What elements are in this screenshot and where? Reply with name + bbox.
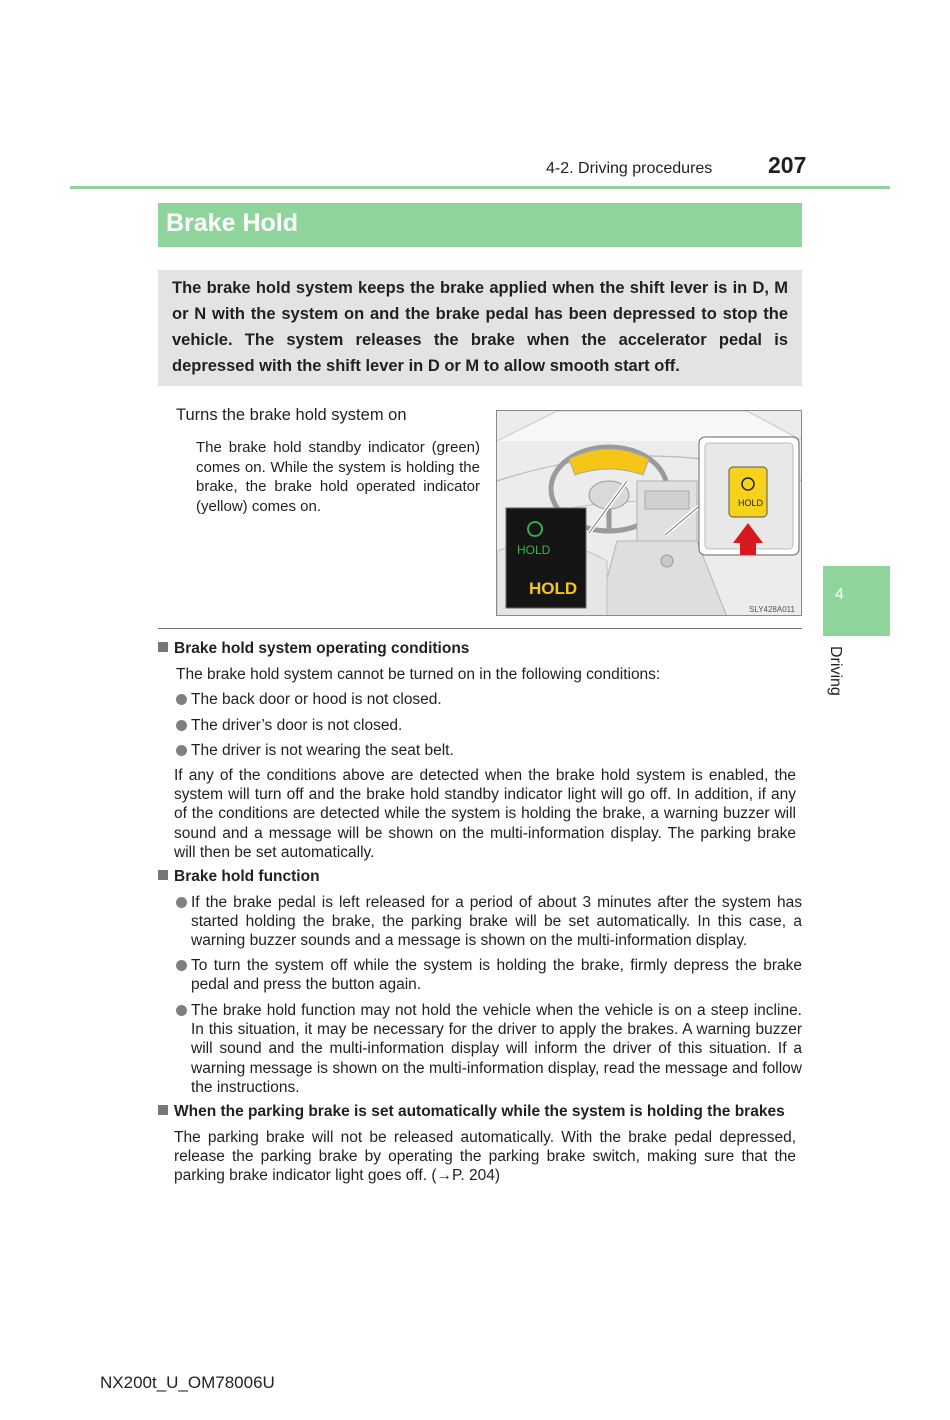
conditions-note: If any of the conditions above are detected when the brake hold system is enabled, the system will turn off and the brake hold standby indicator light will go off. In addition, if any of the conditions are detected while the system is holding the brake, a warning buzzer will sound and a message will be shown on the multi-information display. The parking brake will then be set automatically. xyxy=(174,767,796,861)
document-code: NX200t_U_OM78006U xyxy=(100,1373,275,1392)
conditions-heading: Brake hold system operating conditions xyxy=(158,640,469,658)
list-item: To turn the system off while the system is holding the brake, firmly depress the brake pedal and press the button again. xyxy=(191,956,802,994)
square-bullet-icon xyxy=(158,870,168,880)
chapter-number: 4 xyxy=(835,586,844,603)
figure-code: SLY428A011 xyxy=(749,605,795,614)
brake-hold-illustration xyxy=(496,410,802,616)
page-title-bar xyxy=(158,203,802,247)
list-item: The driver’s door is not closed. xyxy=(191,716,802,735)
intro-box xyxy=(158,270,802,386)
square-bullet-icon xyxy=(158,1105,168,1115)
header-divider xyxy=(70,186,890,189)
square-bullet-icon xyxy=(158,642,168,652)
round-bullet-icon xyxy=(176,960,187,971)
section-divider xyxy=(158,628,802,629)
list-item: The brake hold function may not hold the vehicle when the vehicle is on a steep incline. In this situation, it may be necessary for the driver to apply the brakes. A warning buzzer will sound and the multi-information display will inform the driver of this situation. If a warning message is shown on the multi-information display, read the message and follow the instructions. xyxy=(191,1001,802,1097)
list-item: The driver is not wearing the seat belt. xyxy=(191,741,802,760)
round-bullet-icon xyxy=(176,745,187,756)
round-bullet-icon xyxy=(176,720,187,731)
indicator-green-label: HOLD xyxy=(517,543,551,557)
page-number: 207 xyxy=(768,152,807,178)
item-description: The brake hold standby indicator (green) comes on. While the system is holding the brake, the brake hold operated indicator (yellow) comes on. xyxy=(196,439,480,515)
function-heading: Brake hold function xyxy=(158,868,320,886)
parking-text: The parking brake will not be released automatically. With the brake pedal depressed, release the parking brake by operating the parking brake switch, making sure that the parking brake indicator light goes off. (→P. 204) xyxy=(174,1129,796,1185)
round-bullet-icon xyxy=(176,694,187,705)
dashboard-drawing xyxy=(497,411,802,616)
chapter-tab xyxy=(823,566,890,636)
round-bullet-icon xyxy=(176,897,187,908)
round-bullet-icon xyxy=(176,1005,187,1016)
indicator-yellow-label: HOLD xyxy=(529,579,578,598)
conditions-intro: The brake hold system cannot be turned on in the following conditions: xyxy=(176,666,661,683)
item-title: Turns the brake hold system on xyxy=(176,406,407,424)
button-label: HOLD xyxy=(738,498,764,508)
list-item: If the brake pedal is left released for a period of about 3 minutes after the system has started holding the brake, the parking brake will be set automatically. In this case, a warning buzzer sounds and a message is shown on the multi-information display. xyxy=(191,893,802,951)
list-item: The back door or hood is not closed. xyxy=(191,690,802,709)
section-title: 4-2. Driving procedures xyxy=(546,160,713,177)
chapter-label: Driving xyxy=(827,646,844,696)
intro-text: The brake hold system keeps the brake applied when the shift lever is in D, M or N with the system on and the brake pedal has been depressed to stop the vehicle. The system releases the brake when the accelerator pedal is depressed with the shift lever in D or M to allow smooth start off. xyxy=(172,279,788,375)
page-title: Brake Hold xyxy=(166,209,298,237)
parking-heading: When the parking brake is set automatically while the system is holding the brakes xyxy=(158,1103,785,1121)
